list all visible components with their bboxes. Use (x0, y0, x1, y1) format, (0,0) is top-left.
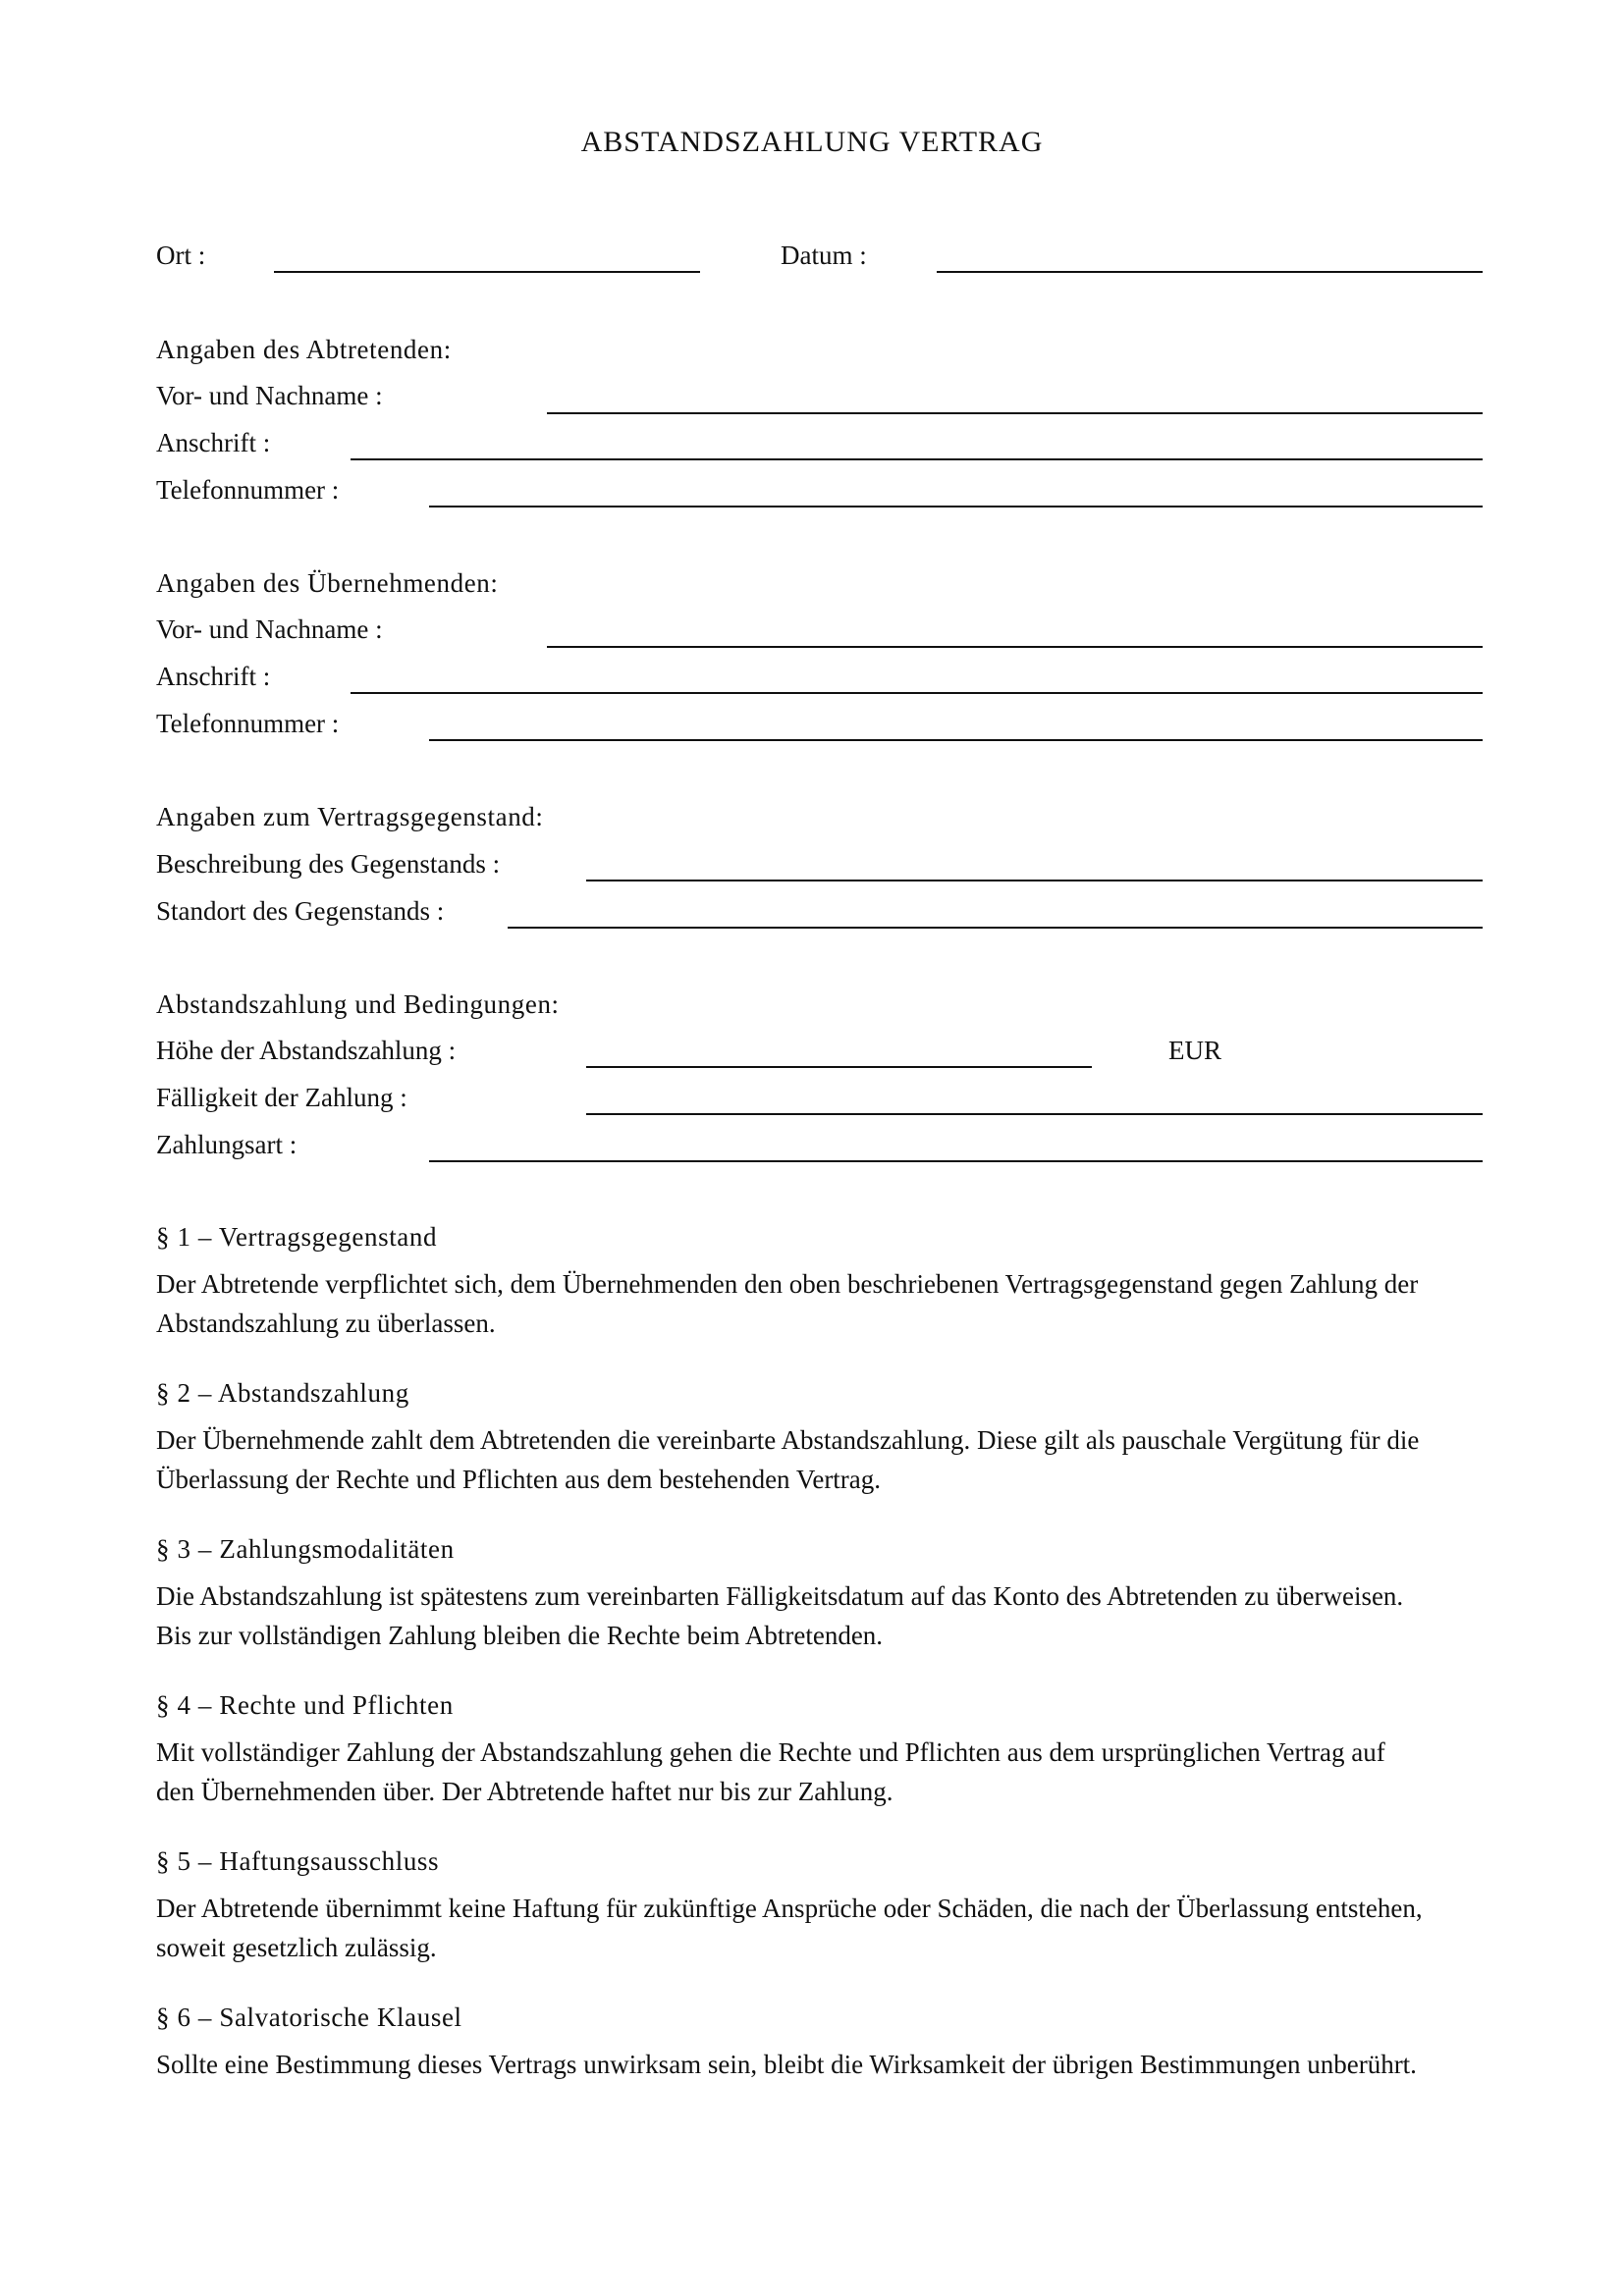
section-4-line-1: Mit vollständiger Zahlung der Abstandszahlung gehen die Rechte und Pflichten aus dem ursprünglichen Vertrag auf (156, 1737, 1385, 1767)
section-2-line-1: Der Übernehmende zahlt dem Abtretenden die vereinbarte Abstandszahlung. Diese gilt als pauschale Vergütung für die (156, 1425, 1420, 1455)
uebernehmender-phone-field[interactable] (429, 739, 1483, 741)
section-6-line-1: Sollte eine Bestimmung dieses Vertrags unwirksam sein, bleibt die Wirksamkeit der übrigen Bestimmungen unberührt. (156, 2050, 1417, 2079)
section-5-line-2: soweit gesetzlich zulässig. (156, 1933, 437, 1962)
zahlung-amount-field[interactable] (586, 1066, 1092, 1068)
section-1-line-1: Der Abtretende verpflichtet sich, dem Übernehmenden den oben beschriebenen Vertragsgegenstand gegen Zahlung der (156, 1269, 1419, 1299)
uebernehmender-name-field[interactable] (547, 646, 1483, 648)
section-1-body (156, 1264, 1482, 1343)
section-2-line-2: Überlassung der Rechte und Pflichten aus dem bestehenden Vertrag. (156, 1465, 882, 1494)
gegenstand-location-label: Standort des Gegenstands : (156, 896, 445, 926)
datum-label: Datum : (781, 240, 867, 270)
zahlung-due-field[interactable] (586, 1113, 1483, 1115)
uebernehmender-address-field[interactable] (351, 692, 1483, 694)
uebernehmender-name-label: Vor- und Nachname : (156, 614, 383, 644)
section-6-body (156, 2045, 1482, 2084)
gegenstand-heading: Angaben zum Vertragsgegenstand: (156, 802, 544, 831)
section-3-body (156, 1576, 1482, 1655)
section-2-body (156, 1420, 1482, 1499)
section-3-line-1: Die Abstandszahlung ist spätestens zum vereinbarten Fälligkeitsdatum auf das Konto des Abtretenden zu überweisen. (156, 1581, 1404, 1611)
gegenstand-location-field[interactable] (508, 927, 1483, 929)
ort-label: Ort : (156, 240, 206, 270)
currency-label: EUR (1168, 1036, 1221, 1065)
abtretender-heading: Angaben des Abtretenden: (156, 335, 452, 364)
section-1-heading: § 1 – Vertragsgegenstand (156, 1222, 438, 1252)
section-4-line-2: den Übernehmenden über. Der Abtretende haftet nur bis zur Zahlung. (156, 1777, 893, 1806)
zahlung-heading: Abstandszahlung und Bedingungen: (156, 989, 560, 1019)
abtretender-phone-label: Telefonnummer : (156, 475, 340, 505)
uebernehmender-heading: Angaben des Übernehmenden: (156, 568, 499, 598)
section-5-body (156, 1889, 1482, 1967)
section-6-heading: § 6 – Salvatorische Klausel (156, 2002, 462, 2032)
section-4-body (156, 1733, 1482, 1811)
section-5-line-1: Der Abtretende übernimmt keine Haftung für zukünftige Ansprüche oder Schäden, die nach der Überlassung entstehen, (156, 1894, 1423, 1923)
gegenstand-description-field[interactable] (586, 880, 1483, 881)
zahlung-method-label: Zahlungsart : (156, 1130, 298, 1159)
zahlung-method-field[interactable] (429, 1160, 1483, 1162)
section-1-line-2: Abstandszahlung zu überlassen. (156, 1308, 496, 1338)
section-5-heading: § 5 – Haftungsausschluss (156, 1846, 440, 1876)
abtretender-address-field[interactable] (351, 458, 1483, 460)
section-3-line-2: Bis zur vollständigen Zahlung bleiben die Rechte beim Abtretenden. (156, 1621, 884, 1650)
ort-field[interactable] (274, 271, 700, 273)
abtretender-phone-field[interactable] (429, 506, 1483, 507)
section-2-heading: § 2 – Abstandszahlung (156, 1378, 409, 1408)
abtretender-name-field[interactable] (547, 412, 1483, 414)
document-title: ABSTANDSZAHLUNG VERTRAG (580, 126, 1044, 158)
uebernehmender-phone-label: Telefonnummer : (156, 709, 340, 738)
uebernehmender-address-label: Anschrift : (156, 662, 271, 691)
section-4-heading: § 4 – Rechte und Pflichten (156, 1690, 454, 1720)
section-3-heading: § 3 – Zahlungsmodalitäten (156, 1534, 455, 1564)
datum-field[interactable] (937, 271, 1483, 273)
zahlung-due-label: Fälligkeit der Zahlung : (156, 1083, 407, 1112)
zahlung-amount-label: Höhe der Abstandszahlung : (156, 1036, 457, 1065)
abtretender-name-label: Vor- und Nachname : (156, 381, 383, 410)
gegenstand-description-label: Beschreibung des Gegenstands : (156, 849, 501, 879)
abtretender-address-label: Anschrift : (156, 428, 271, 457)
